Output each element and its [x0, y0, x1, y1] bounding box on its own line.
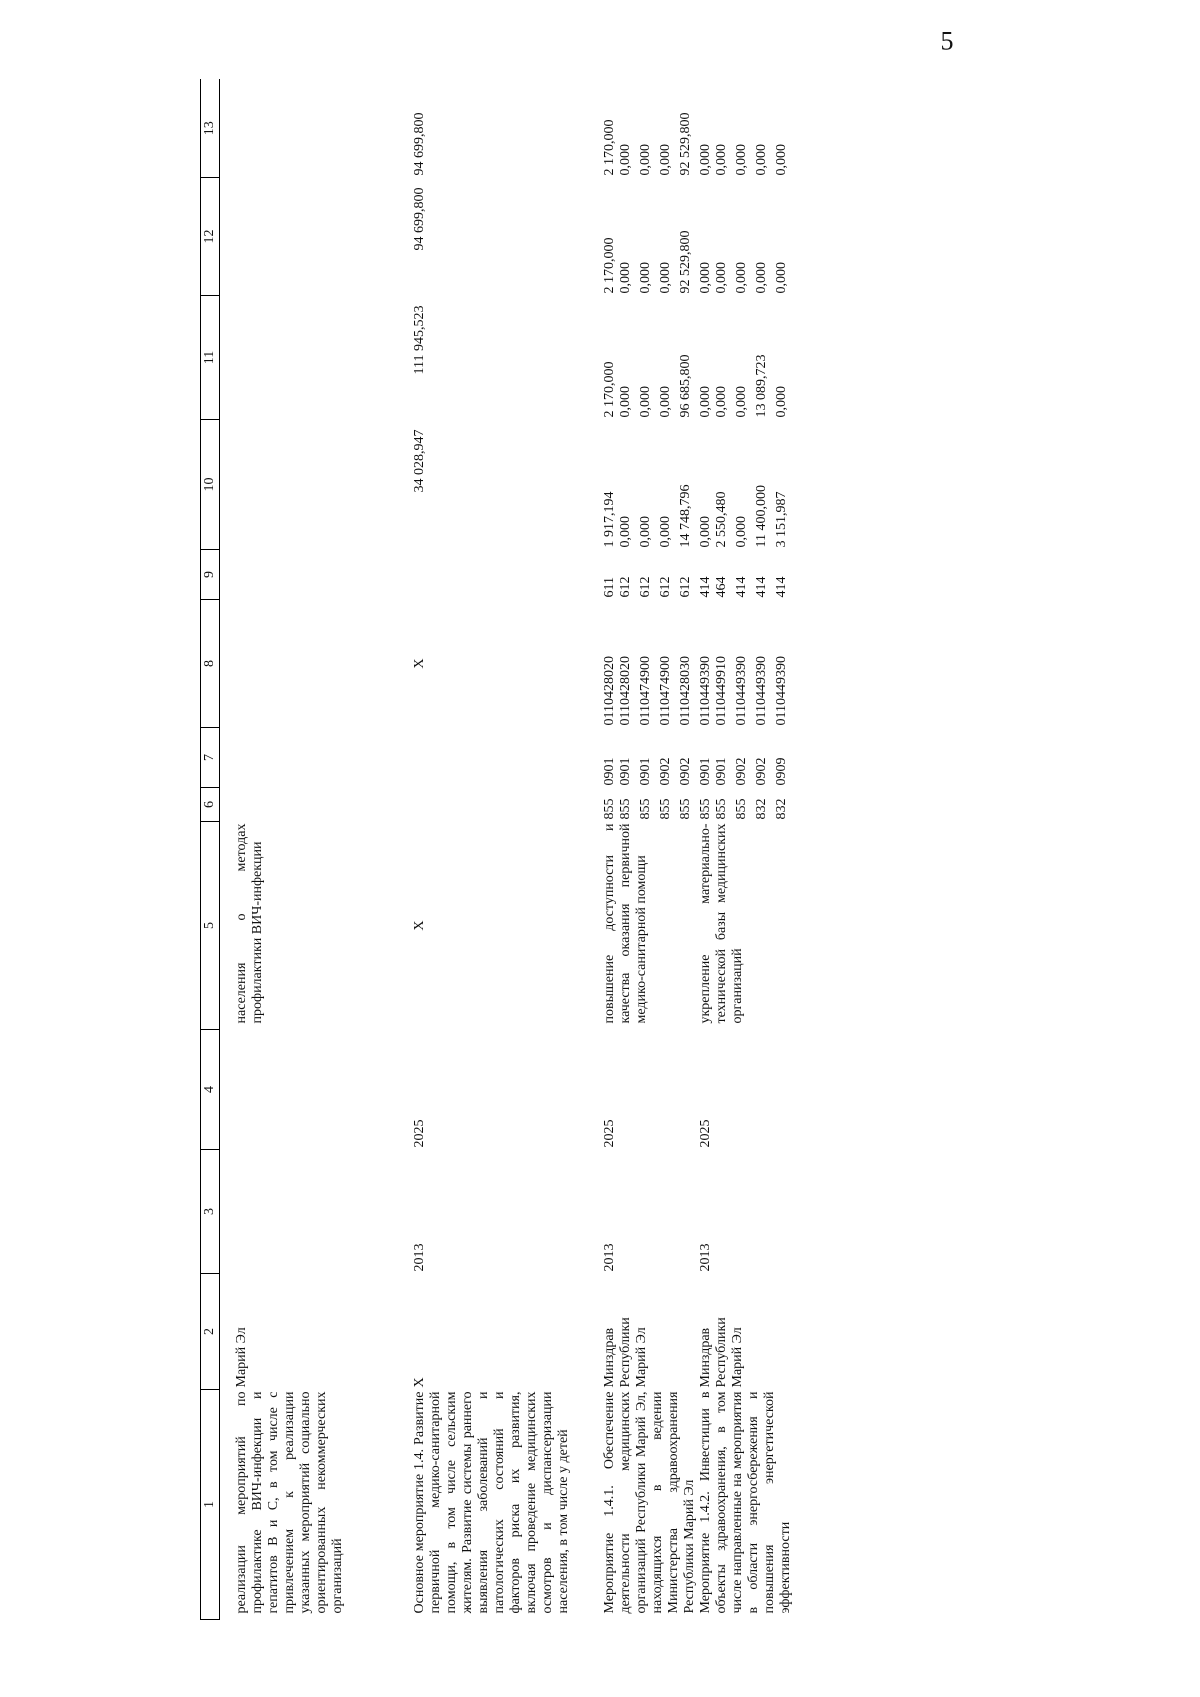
table-row-continuation	[220, 80, 413, 1620]
cell-rzpr: 0901	[618, 757, 633, 786]
cell-value-col10: 11 400,000	[754, 485, 769, 548]
cell-rzpr: 0902	[678, 757, 693, 786]
cell-kcsr: 0110428020	[618, 656, 633, 726]
cell-grbs: 832	[754, 798, 769, 820]
cell-kcsr: 0110428020	[602, 656, 617, 726]
header-col-13: 13	[201, 80, 220, 178]
cell-grbs: 832	[774, 798, 789, 820]
cell-kcsr: 0110474900	[658, 656, 673, 726]
cell-value-col12: 0,000	[618, 262, 633, 294]
rotated-table-sheet	[200, 26, 990, 1620]
cell-vr: 612	[618, 576, 633, 598]
header-col-8: 8	[201, 600, 220, 728]
cell-value-col12: 0,000	[698, 262, 713, 294]
cell-start-year: 2013	[412, 1243, 427, 1272]
cell-value-col12: 0,000	[714, 262, 729, 294]
cell-value-col11: 0,000	[698, 386, 713, 418]
cell-executor: X	[412, 1377, 427, 1388]
cell-rzpr: 0902	[754, 757, 769, 786]
cell-vr: 612	[638, 576, 653, 598]
table-row-1-4-1	[602, 80, 618, 1620]
cell-grbs: 855	[734, 798, 749, 820]
budget-table	[200, 80, 794, 1621]
cell-value-col13: 0,000	[754, 144, 769, 176]
cell-value-col11: 0,000	[638, 386, 653, 418]
cell-description: реализации мероприятий по профилактике ВИЧ-инфекции и гепатитов В и С, в том числе с привлечением к реализации указанных мероприятий социально ориентированных некоммерческих организаций	[234, 1391, 345, 1614]
cell-value-col10: 0,000	[618, 516, 633, 548]
cell-kcsr: 0110449390	[754, 656, 769, 726]
cell-kcsr: 0110449390	[734, 656, 749, 726]
cell-grbs: 855	[638, 798, 653, 820]
header-col-1: 1	[201, 1390, 220, 1620]
cell-rzpr: 0909	[774, 757, 789, 786]
header-col-11: 11	[201, 296, 220, 420]
header-col-9: 9	[201, 550, 220, 600]
cell-vr: 414	[754, 576, 769, 598]
cell-value-col10: 3 151,987	[774, 491, 789, 548]
cell-grbs: 855	[698, 798, 713, 820]
cell-executor: Минздрав Республики Марий Эл	[698, 1317, 745, 1388]
cell-rzpr: 0901	[602, 757, 617, 786]
header-col-6: 6	[201, 788, 220, 822]
cell-kcsr: 0110428030	[678, 656, 693, 726]
cell-value-col12: 0,000	[638, 262, 653, 294]
cell-value-col12: 0,000	[658, 262, 673, 294]
cell-vr: 414	[698, 576, 713, 598]
cell-value-col13: 0,000	[698, 144, 713, 176]
page-number: 5	[940, 26, 954, 56]
cell-grbs: 855	[714, 798, 729, 820]
cell-value-col10: 34 028,947	[412, 429, 427, 493]
cell-grbs: 855	[602, 798, 617, 820]
cell-rzpr: 0901	[638, 757, 653, 786]
cell-value-col12: 2 170,000	[602, 237, 617, 294]
cell-value-col10: 14 748,796	[678, 484, 693, 548]
cell-value-col13: 0,000	[734, 144, 749, 176]
cell-vr: 464	[714, 576, 729, 598]
cell-value-col13: 92 529,800	[678, 112, 693, 176]
cell-value-col13: 94 699,800	[412, 112, 427, 176]
cell-kcsr: 0110449390	[698, 656, 713, 726]
cell-kcsr: 0110449390	[774, 656, 789, 726]
cell-grbs: 855	[678, 798, 693, 820]
cell-executor: Минздрав Республики Марий Эл	[602, 1317, 649, 1388]
cell-value-col11: 0,000	[714, 386, 729, 418]
header-col-7: 7	[201, 728, 220, 788]
header-col-2: 2	[201, 1274, 220, 1390]
cell-executor: Марий Эл	[234, 1327, 249, 1388]
cell-expected-result: X	[412, 920, 427, 931]
cell-start-year: 2013	[698, 1243, 713, 1272]
cell-value-col11: 0,000	[734, 386, 749, 418]
cell-expected-result: повышение доступности и качества оказания первичной медико-санитарной помощи	[602, 823, 649, 1024]
cell-vr: 612	[658, 576, 673, 598]
cell-end-year: 2025	[602, 1119, 617, 1148]
cell-value-col10: 0,000	[734, 516, 749, 548]
cell-description: Мероприятие 1.4.1. Обеспечение деятельности медицинских организаций Республики Марий Эл, находящихся в ведении Министерства здравоохранения Республики Марий Эл	[602, 1391, 697, 1614]
cell-value-col12: 0,000	[774, 262, 789, 294]
cell-kcsr: X	[412, 658, 427, 669]
cell-rzpr: 0902	[658, 757, 673, 786]
table-row-1-4-2	[698, 80, 714, 1620]
cell-value-col12: 0,000	[734, 262, 749, 294]
cell-value-col11: 2 170,000	[602, 361, 617, 418]
cell-value-col11: 0,000	[658, 386, 673, 418]
header-col-10: 10	[201, 420, 220, 550]
cell-value-col13: 0,000	[658, 144, 673, 176]
header-col-5: 5	[201, 822, 220, 1030]
cell-value-col10: 0,000	[658, 516, 673, 548]
cell-value-col11: 0,000	[618, 386, 633, 418]
cell-vr: 414	[774, 576, 789, 598]
cell-vr: 612	[678, 576, 693, 598]
cell-value-col11: 111 945,523	[412, 305, 427, 375]
cell-vr: 611	[602, 577, 617, 598]
cell-expected-result: укрепление материально-технической базы медицинских организаций	[698, 823, 745, 1024]
cell-value-col13: 0,000	[638, 144, 653, 176]
cell-value-col10: 2 550,480	[714, 491, 729, 548]
cell-grbs: 855	[618, 798, 633, 820]
cell-rzpr: 0902	[734, 757, 749, 786]
cell-end-year: 2025	[412, 1119, 427, 1148]
cell-value-col10: 0,000	[698, 516, 713, 548]
cell-description: Мероприятие 1.4.2. Инвестиции в объекты здравоохранения, в том числе направленные на мероприятия в области энергосбережения и повышения энергетической эффективности	[698, 1391, 793, 1614]
cell-kcsr: 0110449910	[714, 656, 729, 726]
column-number-row	[201, 80, 220, 1620]
cell-value-col10: 0,000	[638, 516, 653, 548]
cell-rzpr: 0901	[698, 757, 713, 786]
cell-value-col11: 0,000	[774, 386, 789, 418]
cell-expected-result: населения о методах профилактики ВИЧ-инфекции	[234, 823, 265, 1024]
cell-value-col13: 0,000	[618, 144, 633, 176]
cell-value-col11: 96 685,800	[678, 354, 693, 418]
cell-kcsr: 0110474900	[638, 656, 653, 726]
cell-end-year: 2025	[698, 1119, 713, 1148]
cell-rzpr: 0901	[714, 757, 729, 786]
cell-value-col11: 13 089,723	[754, 354, 769, 418]
cell-value-col12: 94 699,800	[412, 187, 427, 251]
cell-value-col13: 2 170,000	[602, 119, 617, 176]
cell-value-col13: 0,000	[714, 144, 729, 176]
table-row-main-1-4	[412, 80, 602, 1620]
cell-value-col10: 1 917,194	[602, 491, 617, 548]
cell-vr: 414	[734, 576, 749, 598]
cell-value-col12: 0,000	[754, 262, 769, 294]
cell-grbs: 855	[658, 798, 673, 820]
cell-start-year: 2013	[602, 1243, 617, 1272]
cell-value-col13: 0,000	[774, 144, 789, 176]
cell-value-col12: 92 529,800	[678, 230, 693, 294]
header-col-12: 12	[201, 178, 220, 296]
cell-description: Основное мероприятие 1.4. Развитие первичной медико-санитарной помощи, в том числе сельским жителям. Развитие системы раннего выявления заболеваний и патологических состояний и факторов риска их развития, включая проведение медицинских осмотров и диспансеризации населения, в том числе у детей	[412, 1391, 571, 1614]
header-col-4: 4	[201, 1030, 220, 1150]
header-col-3: 3	[201, 1150, 220, 1274]
